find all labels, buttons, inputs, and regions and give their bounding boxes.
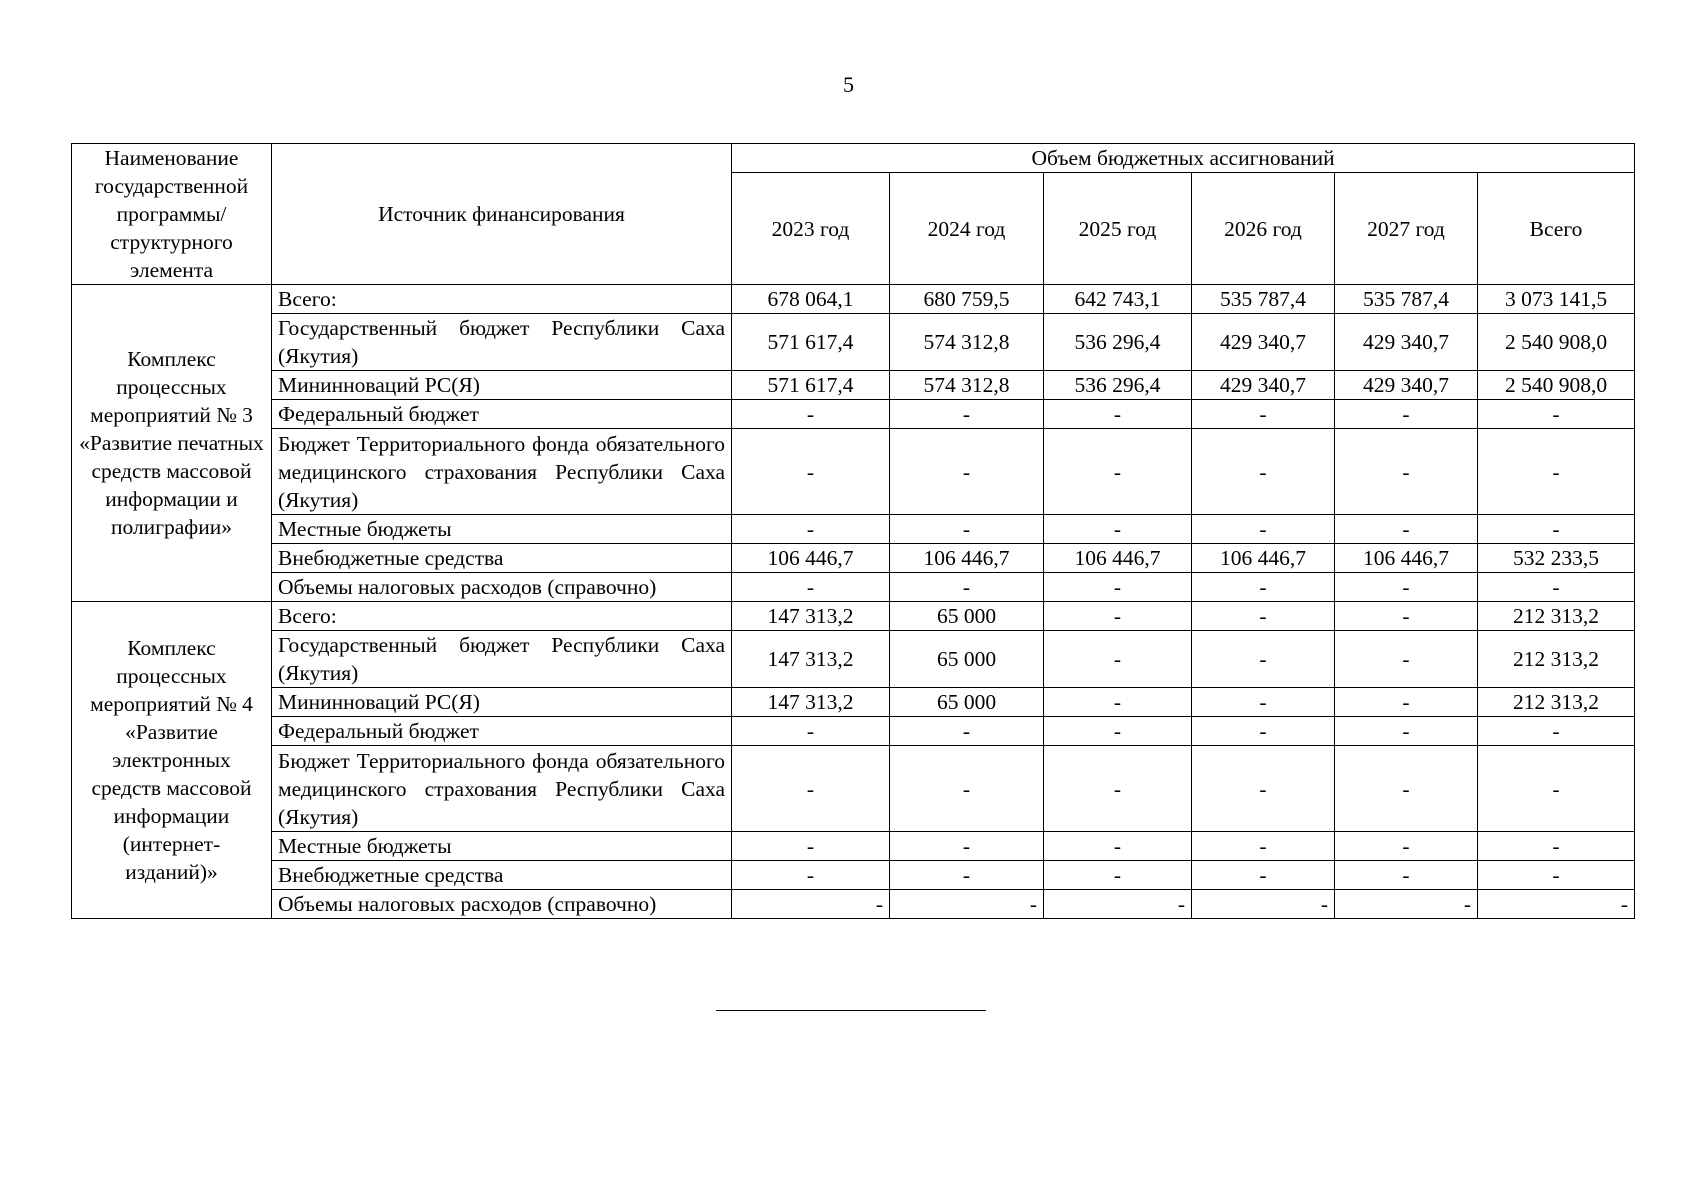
value-cell: 532 233,5 [1478, 544, 1635, 573]
value-cell: - [732, 890, 890, 919]
table-row [72, 832, 1635, 861]
value-cell: - [1192, 717, 1335, 746]
table-row [72, 544, 1635, 573]
value-cell: - [1044, 688, 1192, 717]
table-body [72, 285, 1635, 919]
value-cell: - [1335, 890, 1478, 919]
table-row [72, 602, 1635, 631]
value-cell: - [732, 746, 890, 832]
table-row [72, 631, 1635, 688]
value-cell: 429 340,7 [1192, 371, 1335, 400]
value-cell: 678 064,1 [732, 285, 890, 314]
value-cell: - [1478, 861, 1635, 890]
value-cell: - [1335, 688, 1478, 717]
program-name-cell: Комплекс процессных мероприятий № 4 «Развитие электронных средств массовой информации (интернет-изданий)» [72, 602, 272, 919]
value-cell: 2 540 908,0 [1478, 371, 1635, 400]
value-cell: - [1335, 717, 1478, 746]
value-cell: - [1335, 573, 1478, 602]
header-year-2023: 2023 год [732, 173, 890, 285]
value-cell: 147 313,2 [732, 602, 890, 631]
value-cell: - [1478, 746, 1635, 832]
value-cell: - [1192, 861, 1335, 890]
funding-source-cell: Объемы налоговых расходов (справочно) [272, 890, 732, 919]
value-cell: - [1192, 890, 1335, 919]
value-cell: 106 446,7 [732, 544, 890, 573]
value-cell: - [732, 861, 890, 890]
funding-source-cell: Государственный бюджет Республики Саха (Якутия) [272, 631, 732, 688]
table-header [72, 144, 1635, 285]
value-cell: 65 000 [890, 602, 1044, 631]
value-cell: - [1335, 429, 1478, 515]
funding-source-cell: Всего: [272, 602, 732, 631]
value-cell: - [1192, 515, 1335, 544]
budget-table [71, 143, 1635, 919]
header-funding-source: Источник финансирования [272, 144, 732, 285]
value-cell: - [1044, 832, 1192, 861]
value-cell: - [1192, 832, 1335, 861]
header-budget-volume: Объем бюджетных ассигнований [732, 144, 1635, 173]
value-cell: - [1044, 515, 1192, 544]
value-cell: - [1044, 573, 1192, 602]
value-cell: - [890, 746, 1044, 832]
funding-source-cell: Государственный бюджет Республики Саха (Якутия) [272, 314, 732, 371]
value-cell: - [1478, 573, 1635, 602]
table-row [72, 573, 1635, 602]
value-cell: - [1044, 400, 1192, 429]
value-cell: 574 312,8 [890, 314, 1044, 371]
funding-source-cell: Внебюджетные средства [272, 544, 732, 573]
value-cell: - [732, 400, 890, 429]
value-cell: - [1192, 400, 1335, 429]
value-cell: - [1478, 515, 1635, 544]
value-cell: 106 446,7 [1192, 544, 1335, 573]
value-cell: 680 759,5 [890, 285, 1044, 314]
value-cell: 106 446,7 [1044, 544, 1192, 573]
value-cell: - [1044, 631, 1192, 688]
table-row [72, 371, 1635, 400]
value-cell: - [890, 573, 1044, 602]
value-cell: 429 340,7 [1335, 371, 1478, 400]
value-cell: - [890, 515, 1044, 544]
value-cell: - [1478, 717, 1635, 746]
value-cell: - [1478, 429, 1635, 515]
table-row [72, 861, 1635, 890]
value-cell: - [1044, 602, 1192, 631]
value-cell: - [1192, 746, 1335, 832]
value-cell: 106 446,7 [1335, 544, 1478, 573]
header-program-name: Наименование государственной программы/ структурного элемента [72, 144, 272, 285]
value-cell: - [1192, 429, 1335, 515]
table-row [72, 400, 1635, 429]
funding-source-cell: Бюджет Территориального фонда обязательного медицинского страхования Республики Саха (Якутия) [272, 429, 732, 515]
value-cell: 642 743,1 [1044, 285, 1192, 314]
value-cell: 65 000 [890, 688, 1044, 717]
value-cell: - [1335, 832, 1478, 861]
header-total: Всего [1478, 173, 1635, 285]
value-cell: - [1044, 861, 1192, 890]
table-row [72, 890, 1635, 919]
header-year-2025: 2025 год [1044, 173, 1192, 285]
value-cell: - [732, 573, 890, 602]
table-row [72, 746, 1635, 832]
funding-source-cell: Федеральный бюджет [272, 717, 732, 746]
value-cell: 147 313,2 [732, 688, 890, 717]
table-row [72, 688, 1635, 717]
table-row [72, 429, 1635, 515]
value-cell: - [1192, 573, 1335, 602]
table-row [72, 717, 1635, 746]
value-cell: - [732, 717, 890, 746]
value-cell: - [1335, 400, 1478, 429]
value-cell: - [890, 890, 1044, 919]
value-cell: 106 446,7 [890, 544, 1044, 573]
value-cell: 535 787,4 [1192, 285, 1335, 314]
value-cell: - [732, 429, 890, 515]
footer-divider [716, 1010, 986, 1011]
value-cell: - [1478, 832, 1635, 861]
table-row [72, 314, 1635, 371]
value-cell: - [1478, 400, 1635, 429]
header-year-2027: 2027 год [1335, 173, 1478, 285]
value-cell: - [890, 429, 1044, 515]
value-cell: 65 000 [890, 631, 1044, 688]
value-cell: - [1335, 746, 1478, 832]
funding-source-cell: Бюджет Территориального фонда обязательного медицинского страхования Республики Саха (Якутия) [272, 746, 732, 832]
value-cell: 429 340,7 [1335, 314, 1478, 371]
value-cell: - [1192, 688, 1335, 717]
value-cell: 535 787,4 [1335, 285, 1478, 314]
value-cell: - [1335, 861, 1478, 890]
value-cell: - [1044, 429, 1192, 515]
header-year-2024: 2024 год [890, 173, 1044, 285]
value-cell: - [1335, 602, 1478, 631]
value-cell: 574 312,8 [890, 371, 1044, 400]
value-cell: 2 540 908,0 [1478, 314, 1635, 371]
value-cell: 429 340,7 [1192, 314, 1335, 371]
value-cell: 536 296,4 [1044, 371, 1192, 400]
table-row [72, 515, 1635, 544]
program-name-cell: Комплекс процессных мероприятий № 3 «Развитие печатных средств массовой информации и полиграфии» [72, 285, 272, 602]
value-cell: - [1044, 717, 1192, 746]
value-cell: 571 617,4 [732, 314, 890, 371]
value-cell: - [1335, 515, 1478, 544]
value-cell: - [1192, 602, 1335, 631]
funding-source-cell: Мининноваций РС(Я) [272, 688, 732, 717]
value-cell: 212 313,2 [1478, 602, 1635, 631]
value-cell: - [890, 717, 1044, 746]
funding-source-cell: Внебюджетные средства [272, 861, 732, 890]
value-cell: - [890, 400, 1044, 429]
value-cell: 147 313,2 [732, 631, 890, 688]
funding-source-cell: Местные бюджеты [272, 832, 732, 861]
value-cell: 536 296,4 [1044, 314, 1192, 371]
value-cell: - [1044, 890, 1192, 919]
funding-source-cell: Мининноваций РС(Я) [272, 371, 732, 400]
value-cell: - [732, 515, 890, 544]
value-cell: - [1478, 890, 1635, 919]
value-cell: - [890, 832, 1044, 861]
funding-source-cell: Всего: [272, 285, 732, 314]
value-cell: - [1192, 631, 1335, 688]
funding-source-cell: Местные бюджеты [272, 515, 732, 544]
value-cell: - [732, 832, 890, 861]
funding-source-cell: Федеральный бюджет [272, 400, 732, 429]
value-cell: - [1335, 631, 1478, 688]
value-cell: - [1044, 746, 1192, 832]
value-cell: - [890, 861, 1044, 890]
page-number: 5 [843, 72, 854, 97]
table-row [72, 285, 1635, 314]
value-cell: 212 313,2 [1478, 631, 1635, 688]
header-year-2026: 2026 год [1192, 173, 1335, 285]
value-cell: 571 617,4 [732, 371, 890, 400]
value-cell: 3 073 141,5 [1478, 285, 1635, 314]
funding-source-cell: Объемы налоговых расходов (справочно) [272, 573, 732, 602]
value-cell: 212 313,2 [1478, 688, 1635, 717]
